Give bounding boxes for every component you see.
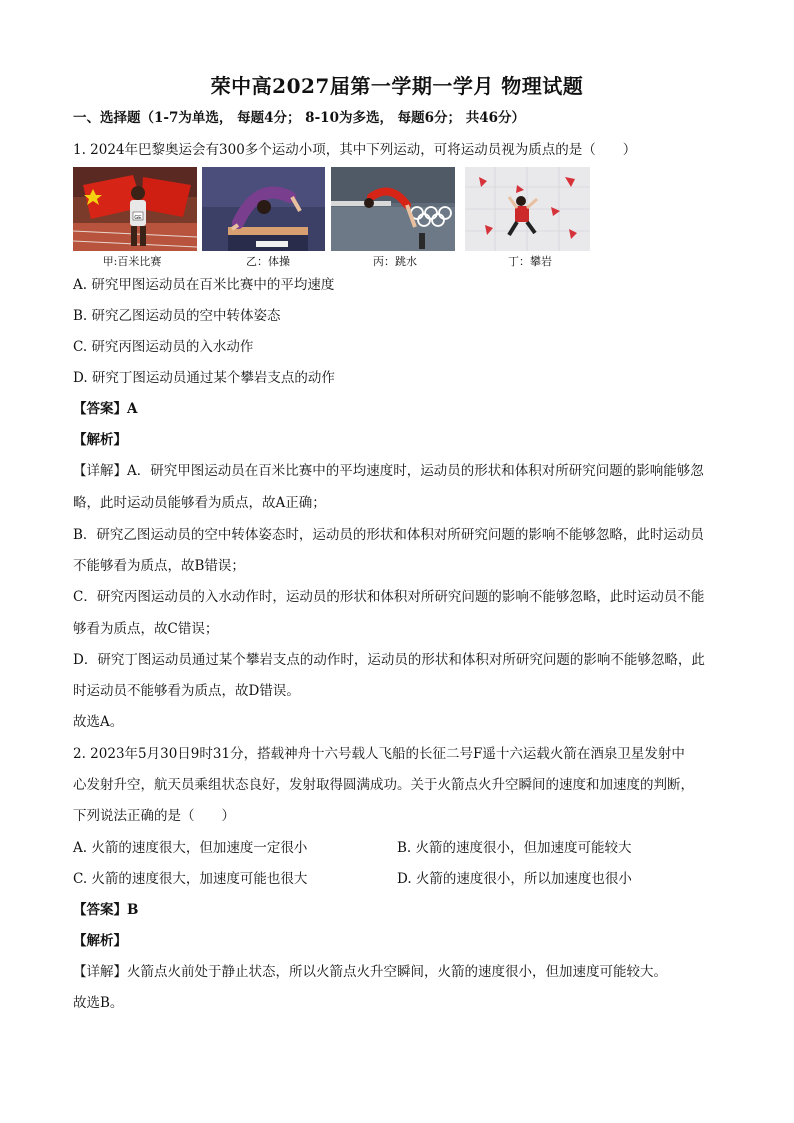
question-1-stem: 1. 2024年巴黎奥运会有300多个运动小项，其中下列运动，可将运动员视为质点的是（ ） [73, 142, 637, 158]
q2-option-d: D. 火箭的速度很小，所以加速度也很小 [397, 871, 632, 887]
caption-gymnastics: 乙：体操 [246, 255, 290, 268]
question-1-figures [73, 167, 593, 271]
q2-analysis-label: 【解析】 [73, 933, 127, 949]
page-title: 荣中高2027届第一学期一学月 物理试题 [210, 74, 584, 98]
q1-option-b: B. 研究乙图运动员的空中转体姿态 [73, 308, 281, 324]
q2-option-b: B. 火箭的速度很小，但加速度可能较大 [397, 840, 632, 856]
question-2-stem: 下列说法正确的是（ ） [73, 808, 235, 824]
section-heading: 一、选择题（1-7为单选， 每题4分； 8-10为多选， 每题6分； 共46分） [73, 110, 526, 126]
q1-detail-line: 时运动员不能够看为质点，故D错误。 [73, 683, 300, 699]
bib-number: GE [134, 215, 142, 221]
q1-detail-line: B．研究乙图运动员的空中转体姿态时，运动员的形状和体积对所研究问题的影响不能够忽略，此时运动员 [73, 527, 704, 543]
q2-detail-line: 【详解】火箭点火前处于静止状态，所以火箭点火升空瞬间，火箭的速度很小，但加速度可能较大。 [73, 964, 667, 980]
q1-detail-line: C．研究丙图运动员的入水动作时，运动员的形状和体积对所研究问题的影响不能够忽略，此时运动员不能 [73, 589, 705, 605]
caption-climbing: 丁：攀岩 [508, 255, 552, 268]
q1-analysis-label: 【解析】 [73, 432, 127, 448]
q2-conclusion: 故选B。 [73, 995, 124, 1011]
q1-detail-line: 【详解】A．研究甲图运动员在百米比赛中的平均速度时，运动员的形状和体积对所研究问题的影响能够忽 [73, 463, 704, 479]
q1-option-a: A. 研究甲图运动员在百米比赛中的平均速度 [73, 277, 335, 293]
q1-conclusion: 故选A。 [73, 714, 124, 730]
q1-detail-line: D．研究丁图运动员通过某个攀岩支点的动作时，运动员的形状和体积对所研究问题的影响不能够忽略，此 [73, 652, 705, 668]
q1-detail-line: 够看为质点，故C错误； [73, 621, 219, 637]
gymnastics-photo [202, 167, 325, 251]
q1-answer: 【答案】A [73, 401, 138, 417]
q2-option-c: C. 火箭的速度很大，加速度可能也很大 [73, 871, 308, 887]
q2-option-a: A. 火箭的速度很大，但加速度一定很小 [73, 840, 308, 856]
q1-detail-line: 略，此时运动员能够看为质点，故A正确； [73, 495, 326, 511]
climbing-photo [465, 167, 590, 251]
caption-diving: 丙：跳水 [373, 255, 417, 268]
q1-option-c: C. 研究丙图运动员的入水动作 [73, 339, 254, 355]
diving-photo [331, 167, 455, 251]
caption-sprint: 甲:百米比赛 [102, 255, 162, 268]
q1-detail-line: 不能够看为质点，故B错误； [73, 558, 245, 574]
q1-option-d: D. 研究丁图运动员通过某个攀岩支点的动作 [73, 370, 335, 386]
question-2-stem: 心发射升空，航天员乘组状态良好，发射取得圆满成功。关于火箭点火升空瞬间的速度和加速度的判断， [73, 777, 694, 793]
sprint-photo [73, 167, 197, 251]
question-2-stem: 2. 2023年5月30日9时31分，搭载神舟十六号载人飞船的长征二号F遥十六运载火箭在酒泉卫星发射中 [73, 746, 685, 762]
q2-answer: 【答案】B [73, 902, 139, 918]
